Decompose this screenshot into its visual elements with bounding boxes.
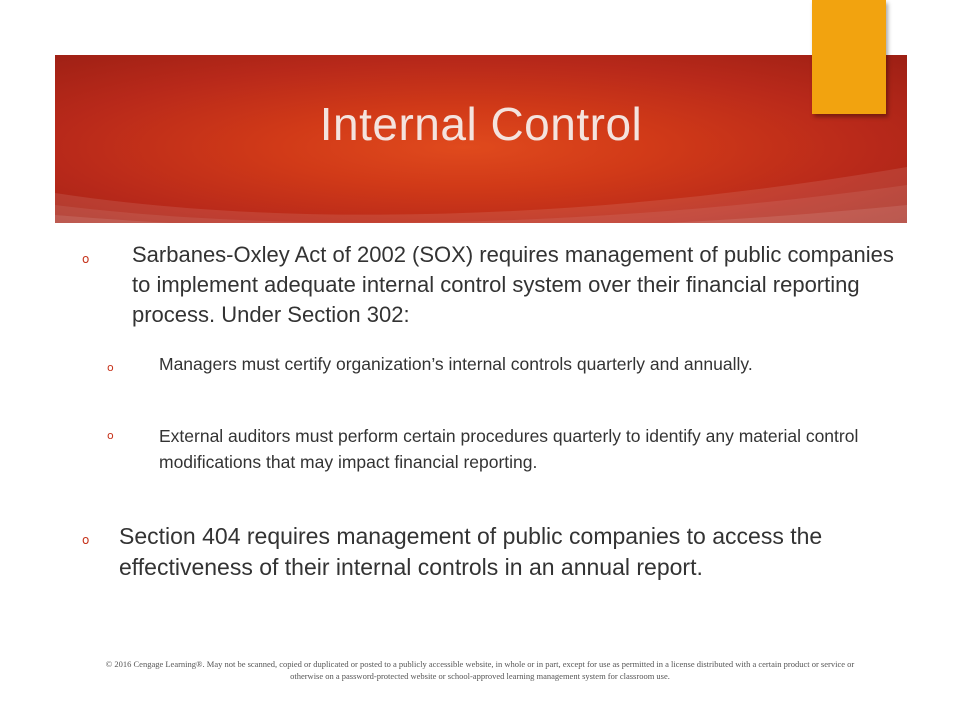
bullet-text: Sarbanes-Oxley Act of 2002 (SOX) requires management of public companies to implement adequate internal control system over their financial reporting process. Under Section 302:: [132, 242, 894, 327]
subbullet-text: Managers must certify organization’s internal controls quarterly and annually.: [159, 354, 753, 374]
bullet-text: Section 404 requires management of public companies to access the effectiveness of their internal controls in an annual report.: [119, 523, 823, 580]
copyright-footer: © 2016 Cengage Learning®. May not be scanned, copied or duplicated or posted to a publicly accessible website, in whole or in part, except for use as permitted in a license distributed with a certain product or service or otherwise on a password-protected website or school-approved learning management system for classroom use.: [105, 659, 855, 681]
bullet-marker-icon: o: [107, 429, 114, 442]
bullet-marker-icon: o: [82, 252, 90, 266]
bullet-marker-icon: o: [107, 361, 114, 374]
slide-title: Internal Control: [319, 98, 643, 150]
subbullet-text: External auditors must perform certain procedures quarterly to identify any material control modifications that may impact financial reporting.: [159, 426, 859, 472]
bullet-marker-icon: o: [82, 533, 90, 547]
